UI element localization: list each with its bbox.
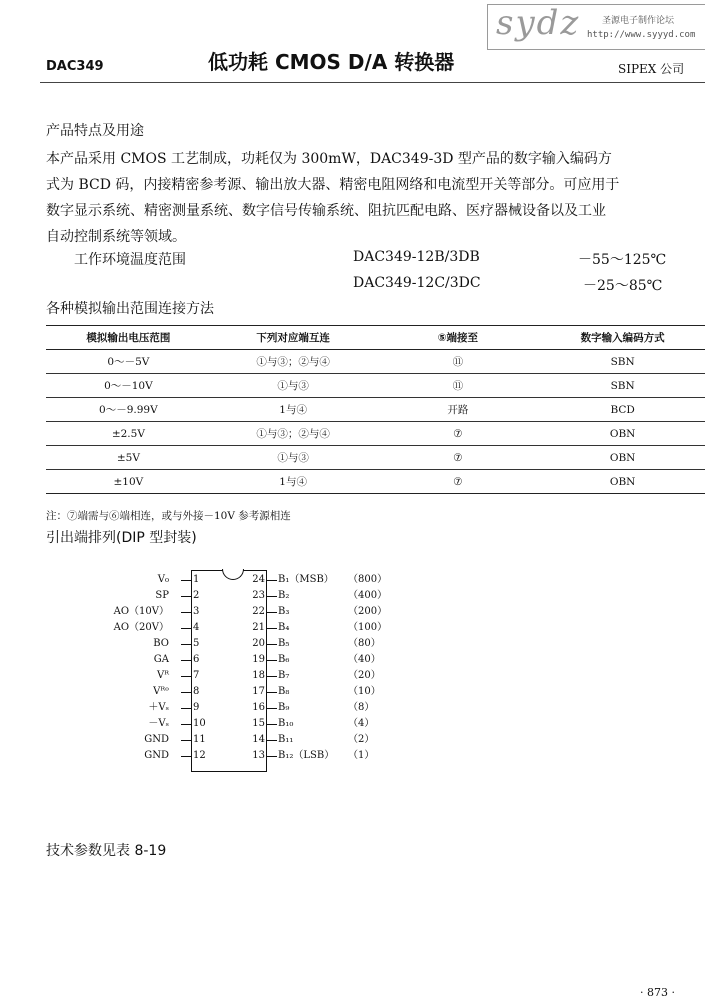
bit-weight: （400） (348, 590, 388, 601)
table-cell: BCD (540, 398, 705, 422)
pin-number: 20 (252, 638, 265, 649)
pin-lead (181, 724, 191, 725)
table-cell: ⑦ (376, 422, 541, 446)
pin-signal: AO（20V） (113, 622, 169, 633)
pin-signal: B₉ (278, 702, 290, 713)
watermark-url: http://www.syyyd.com (587, 30, 696, 40)
pin-signal: ＋Vₛ (148, 702, 169, 713)
table-cell: OBN (540, 422, 705, 446)
table-header-row (46, 326, 705, 350)
bit-weight: （100） (348, 622, 388, 633)
pin-number: 1 (193, 574, 200, 585)
pin-signal: GA (153, 654, 169, 665)
table-cell: 1与④ (211, 398, 376, 422)
bit-weight: （200） (348, 606, 388, 617)
pin-left (0, 574, 200, 586)
pin-number: 9 (193, 702, 200, 713)
pin-lead (267, 628, 277, 629)
pin-signal: V₀ (157, 574, 169, 585)
table-cell: ⑪ (376, 350, 541, 374)
pin-number: 17 (252, 686, 265, 697)
pin-number: 22 (252, 606, 265, 617)
table-cell: ±2.5V (46, 422, 211, 446)
header-divider (40, 82, 705, 83)
bit-weight: （8） (348, 702, 375, 713)
pin-lead (267, 644, 277, 645)
pin-signal: B₄ (278, 622, 290, 633)
pin-signal: B₁₂（LSB） (278, 750, 335, 761)
header-part-number: DAC349 (46, 59, 104, 74)
table-cell: 0～－5V (46, 350, 211, 374)
intro-line: 式为 BCD 码，内接精密参考源、输出放大器、精密电阻网络和电流型开关等部分。可应用于 (46, 177, 620, 193)
pin-lead (267, 580, 277, 581)
pin-number: 12 (193, 750, 206, 761)
pin-number: 24 (252, 574, 265, 585)
pin-lead (181, 580, 191, 581)
section-heading-output-ranges: 各种模拟输出范围连接方法 (46, 301, 214, 317)
bit-weight: （1） (348, 750, 375, 761)
page-number: · 873 · (640, 986, 675, 999)
pin-number: 10 (193, 718, 206, 729)
table-cell: 1与④ (211, 470, 376, 494)
pin-left (0, 670, 200, 682)
pin-signal: Vᴿᵒ (153, 686, 169, 697)
table-row (46, 398, 705, 422)
pin-number: 21 (252, 622, 265, 633)
table-cell: SBN (540, 350, 705, 374)
bit-weight: （40） (348, 654, 381, 665)
pin-number: 23 (252, 590, 265, 601)
pin-left (0, 606, 200, 618)
pin-signal: B₇ (278, 670, 290, 681)
pin-lead (267, 740, 277, 741)
env-range: －55～125℃ (578, 252, 667, 268)
env-temp-label: 工作环境温度范围 (74, 252, 186, 268)
pin-left (0, 590, 200, 602)
output-range-table (46, 325, 705, 494)
pin-number: 16 (252, 702, 265, 713)
table-cell: ①与③；②与④ (211, 350, 376, 374)
pin-number: 13 (252, 750, 265, 761)
pin-left (0, 654, 200, 666)
pin-lead (267, 676, 277, 677)
intro-line: 数字显示系统、精密测量系统、数字信号传输系统、阻抗匹配电路、医疗器械设备以及工业 (46, 203, 606, 219)
table-cell: SBN (540, 374, 705, 398)
pin-signal: B₂ (278, 590, 290, 601)
pin-number: 18 (252, 670, 265, 681)
pin-signal: B₁₁ (278, 734, 294, 745)
table-cell: ①与③；②与④ (211, 422, 376, 446)
pin-signal: Vᴿ (157, 670, 169, 681)
table-row (46, 470, 705, 494)
watermark-logo: sydz (496, 3, 581, 43)
env-model: DAC349-12B/3DB (353, 249, 480, 265)
section-heading-pinout: 引出端排列(DIP 型封装) (46, 530, 197, 546)
watermark-site-name: 圣源电子制作论坛 (602, 16, 675, 26)
table-cell: ±5V (46, 446, 211, 470)
page-title: 低功耗 CMOS D/A 转换器 (208, 50, 455, 74)
bit-weight: （20） (348, 670, 381, 681)
pin-number: 3 (193, 606, 200, 617)
bit-weight: （80） (348, 638, 381, 649)
pin-lead (267, 612, 277, 613)
table-cell: ①与③ (211, 374, 376, 398)
pin-lead (267, 756, 277, 757)
intro-line: 自动控制系统等领域。 (46, 229, 186, 245)
pin-signal: B₆ (278, 654, 290, 665)
pin-lead (181, 628, 191, 629)
pin-lead (181, 596, 191, 597)
table-cell: ±10V (46, 470, 211, 494)
spec-table-reference: 技术参数见表 8-19 (46, 843, 167, 859)
header-manufacturer: SIPEX 公司 (618, 62, 685, 76)
table-cell: ①与③ (211, 446, 376, 470)
pin-number: 6 (193, 654, 200, 665)
pin-signal: AO（10V） (113, 606, 169, 617)
table-row (46, 350, 705, 374)
pin-signal: －Vₛ (148, 718, 169, 729)
pin-number: 7 (193, 670, 200, 681)
pin-number: 15 (252, 718, 265, 729)
table-note: 注：⑦端需与⑥端相连，或与外接－10V 参考源相连 (46, 510, 291, 522)
table-row (46, 374, 705, 398)
watermark (487, 4, 705, 50)
pin-left (0, 622, 200, 634)
table-cell: OBN (540, 470, 705, 494)
pin-signal: BO (153, 638, 169, 649)
pin-lead (267, 596, 277, 597)
table-cell: 开路 (376, 398, 541, 422)
pin-left (0, 702, 200, 714)
table-header-cell: 模拟输出电压范围 (46, 326, 211, 350)
pin-lead (181, 612, 191, 613)
env-model: DAC349-12C/3DC (353, 275, 481, 291)
table-header-cell: ⑤端接至 (376, 326, 541, 350)
pin-left (0, 750, 206, 762)
pin-number: 11 (193, 734, 206, 745)
pin-lead (267, 692, 277, 693)
pin-lead (181, 740, 191, 741)
table-cell: 0～－10V (46, 374, 211, 398)
pin-lead (181, 660, 191, 661)
pin-number: 14 (252, 734, 265, 745)
table-header-cell: 下列对应端互连 (211, 326, 376, 350)
pin-left (0, 638, 200, 650)
pin-lead (267, 708, 277, 709)
pin-signal: B₅ (278, 638, 290, 649)
pin-left (0, 686, 200, 698)
pin-lead (181, 756, 191, 757)
pin-signal: B₁₀ (278, 718, 294, 729)
pin-number: 2 (193, 590, 200, 601)
table-header-cell: 数字输入编码方式 (540, 326, 705, 350)
table-cell: ⑦ (376, 446, 541, 470)
bit-weight: （800） (348, 574, 388, 585)
pin-signal: B₈ (278, 686, 290, 697)
pin-left (0, 718, 206, 730)
pin-signal: SP (155, 590, 169, 601)
table-cell: ⑪ (376, 374, 541, 398)
pin-signal: B₁（MSB） (278, 574, 334, 585)
pin-number: 5 (193, 638, 200, 649)
table-row (46, 446, 705, 470)
env-range: －25～85℃ (583, 278, 663, 294)
pin-lead (181, 692, 191, 693)
pin-signal: GND (144, 734, 169, 745)
pin-signal: GND (144, 750, 169, 761)
pin-lead (267, 724, 277, 725)
intro-line: 本产品采用 CMOS 工艺制成，功耗仅为 300mW，DAC349-3D 型产品的数字输入编码方 (46, 151, 612, 167)
table-cell: ⑦ (376, 470, 541, 494)
pin-lead (267, 660, 277, 661)
pin-number: 8 (193, 686, 200, 697)
table-row (46, 422, 705, 446)
pin-signal: B₃ (278, 606, 290, 617)
pin-left (0, 734, 206, 746)
bit-weight: （2） (348, 734, 375, 745)
table-cell: OBN (540, 446, 705, 470)
bit-weight: （4） (348, 718, 375, 729)
pin-lead (181, 708, 191, 709)
bit-weight: （10） (348, 686, 381, 697)
pin-number: 19 (252, 654, 265, 665)
pin-number: 4 (193, 622, 200, 633)
table-cell: 0～－9.99V (46, 398, 211, 422)
section-heading-features: 产品特点及用途 (46, 123, 144, 139)
pin-lead (181, 676, 191, 677)
pin-lead (181, 644, 191, 645)
